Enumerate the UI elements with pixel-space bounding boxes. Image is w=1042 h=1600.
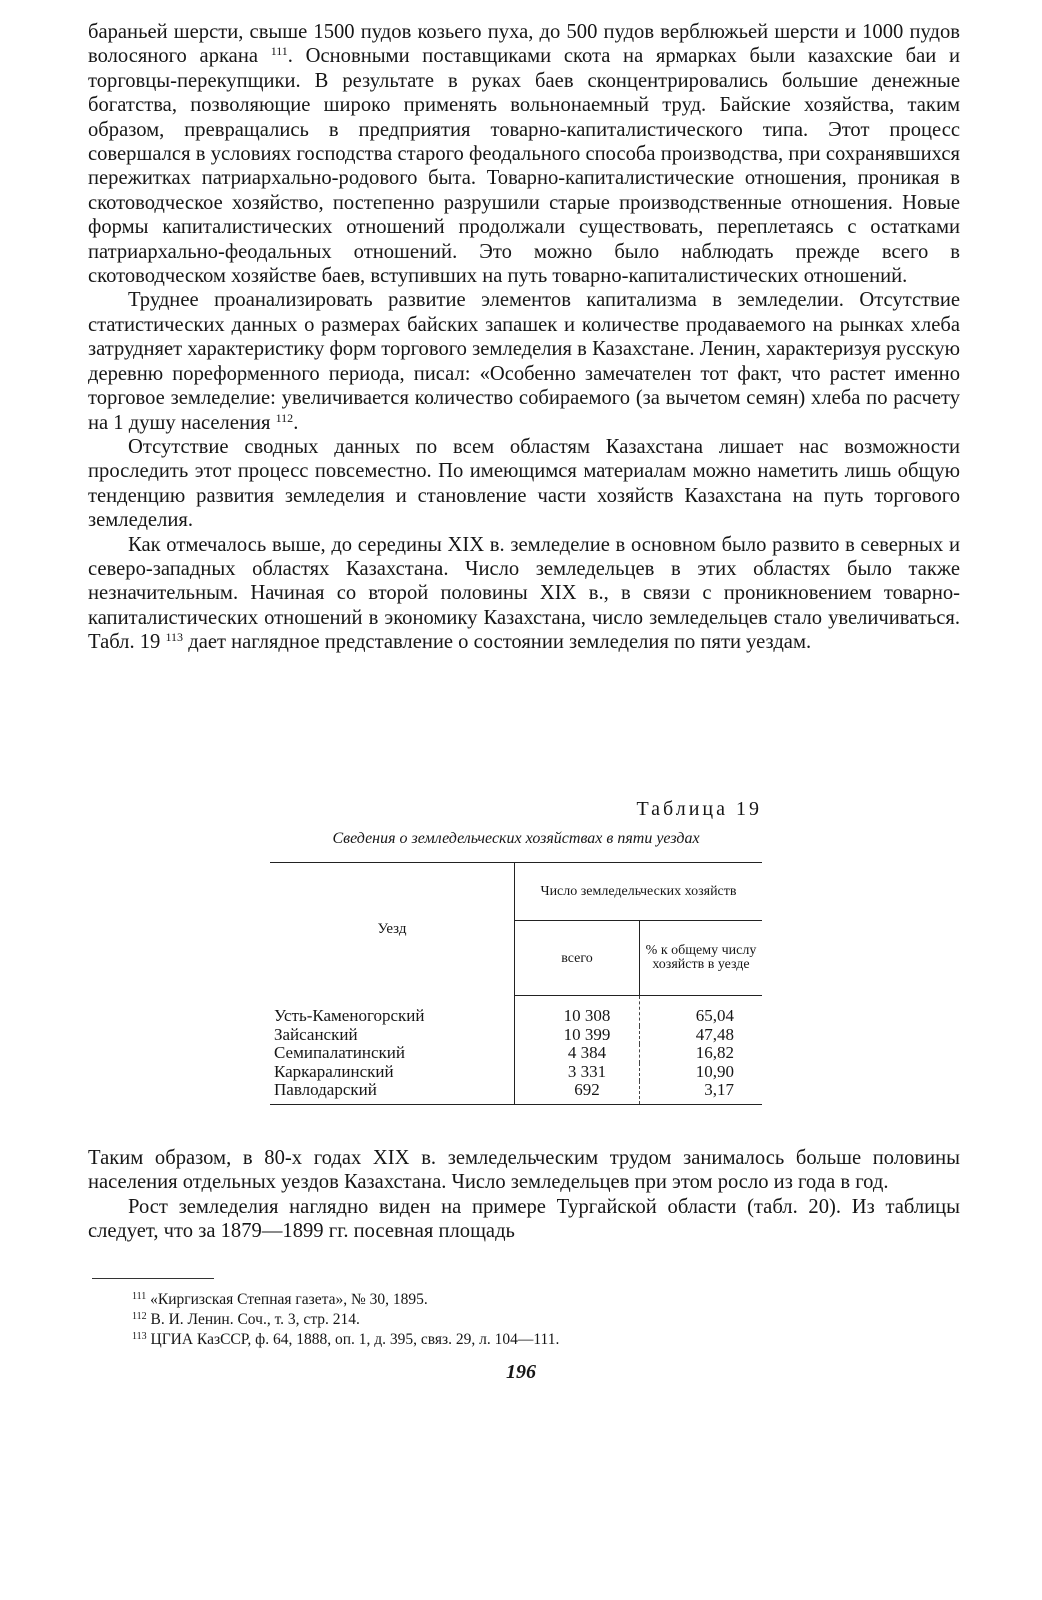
footnote-number: 112: [132, 1311, 147, 1322]
conclusion-text: [88, 1146, 960, 1244]
footnote-ref-112: 112: [275, 410, 294, 425]
main-text: [88, 20, 960, 655]
row-percent: 65,04: [695, 1006, 734, 1025]
footnotes: [132, 1290, 832, 1350]
row-percent: 10,90: [695, 1061, 734, 1081]
footnote-text: В. И. Ленин. Соч., т. 3, стр. 214.: [150, 1311, 360, 1328]
row-name: Павлодарский: [270, 1081, 515, 1104]
paragraph-4: [88, 533, 960, 655]
footnote-text: ЦГИА КазССР, ф. 64, 1888, оп. 1, д. 395, связ. 29, л. 104—111.: [150, 1331, 560, 1348]
row-name: Зайсанский: [270, 1026, 515, 1045]
table-row: [270, 1044, 762, 1063]
paragraph-1: [88, 20, 960, 288]
paragraph-3: [88, 435, 960, 533]
paragraph-2-continuation: .: [293, 411, 299, 434]
paragraph-2: [88, 288, 960, 434]
row-percent: 47,48: [695, 1024, 734, 1044]
footnote-113: [132, 1330, 832, 1350]
header-percent: % к общему числу хозяйств в уезде: [640, 921, 763, 996]
footnote-text: «Киргизская Степная газета», № 30, 1895.: [150, 1291, 428, 1308]
table-row: [270, 996, 762, 1026]
footnote-number: 113: [132, 1331, 147, 1342]
row-total: 10 308: [515, 996, 640, 1026]
header-farms-count: Число земледельческих хозяйств: [515, 863, 763, 921]
paragraph-2-text: Труднее проанализировать развитие элементов капитализма в земледелии. Отсутствие статистических данных о размерах байских запашек и количестве продаваемого на рынках хлеба затрудняет характеристику форм торгового земледелия в Казахстане. Ленин, характеризуя русскую деревню пореформенного периода, писал: «Особенно замечателен тот факт, что растет именно торговое земледелие: увеличивается количество собираемого (за вычетом семян) хлеба по расчету на 1 душу населения: [88, 289, 960, 434]
paragraph-1-continuation: . Основными поставщиками скота на ярмарках были казахские баи и торговцы-перекупщики. В результате в руках баев сконцентрировались большие денежные богатства, позволяющие широко применять вольнонаемный труд. Байские хозяйства, таким образом, превращались в предприятия товарно-капиталистического типа. Этот процесс совершался в условиях господства старого феодального способа производства, при сохранявшихся пережитках патриархально-родового быта. Товарно-капиталистические отношения, проникая в скотоводческое хозяйство, постепенно разрушили старые производственные отношения. Новые формы капиталистических отношений продолжали существовать, переплетаясь с остатками патриархально-феодальных отношений. Это можно было наблюдать прежде всего в скотоводческом хозяйстве баев, вступивших на путь товарно-капиталистических отношений.: [88, 45, 960, 288]
paragraph-1-text: бараньей шерсти, свыше 1500 пудов козьего пуха, до 500 пудов верблюжьей шерсти и 1000 пудов волосяного аркана: [88, 21, 960, 68]
row-percent: 3,17: [704, 1080, 734, 1100]
footnote-111: [132, 1290, 832, 1310]
row-total: 692: [515, 1081, 640, 1104]
paragraph-5: Таким образом, в 80-х годах XIX в. земледельческим трудом занималось больше половины населения отдельных уездов Казахстана. Число земледельцев при этом росло из года в год.: [88, 1147, 960, 1194]
row-total: 3 331: [515, 1063, 640, 1082]
row-name: Усть-Каменогорский: [270, 996, 515, 1026]
footnote-number: 111: [132, 1291, 147, 1302]
table-row: [270, 1081, 762, 1104]
paragraph-6: Рост земледелия наглядно виден на примере Тургайской области (табл. 20). Из таблицы следует, что за 1879—1899 гг. посевная площадь: [88, 1195, 960, 1243]
table-caption: Сведения о земледельческих хозяйствах в пяти уездах: [332, 830, 700, 847]
table-label: Таблица 19: [636, 798, 762, 820]
header-total: всего: [515, 921, 640, 996]
table-row: [270, 1063, 762, 1082]
paragraph-3-text: Отсутствие сводных данных по всем областям Казахстана лишает нас возможности проследить этот процесс повсеместно. По имеющимся материалам можно наметить лишь общую тенденцию развития земледелия и становление части хозяйств Казахстана на путь торгового земледелия.: [88, 435, 960, 532]
footnote-ref-111: 111: [270, 44, 288, 59]
page-number: 196: [506, 1361, 536, 1383]
farms-table: [270, 862, 762, 1105]
row-name: Каркаралинский: [270, 1063, 515, 1082]
paragraph-4-text: Как отмечалось выше, до середины XIX в. земледелие в основном было развито в северных и северо-западных областях Казахстана. Число земледельцев в этих областях было также незначительным. Начиная со второй половины XIX в., в связи с проникновением товарно-капиталистических отношений в экономику Казахстана, число земледельцев стало увеличиваться. Табл. 19: [88, 533, 960, 654]
paragraph-4-continuation: дает наглядное представление о состоянии земледелия по пяти уездам.: [188, 631, 812, 654]
row-name: Семипалатинский: [270, 1044, 515, 1063]
footnote-112: [132, 1310, 832, 1330]
table-19: [270, 798, 762, 1105]
header-uezd: Уезд: [270, 863, 515, 996]
row-percent: 16,82: [695, 1043, 734, 1063]
row-total: 10 399: [515, 1026, 640, 1045]
footnote-divider: [92, 1278, 214, 1279]
table-row: [270, 1026, 762, 1045]
row-total: 4 384: [515, 1044, 640, 1063]
footnote-ref-113: 113: [165, 630, 184, 645]
